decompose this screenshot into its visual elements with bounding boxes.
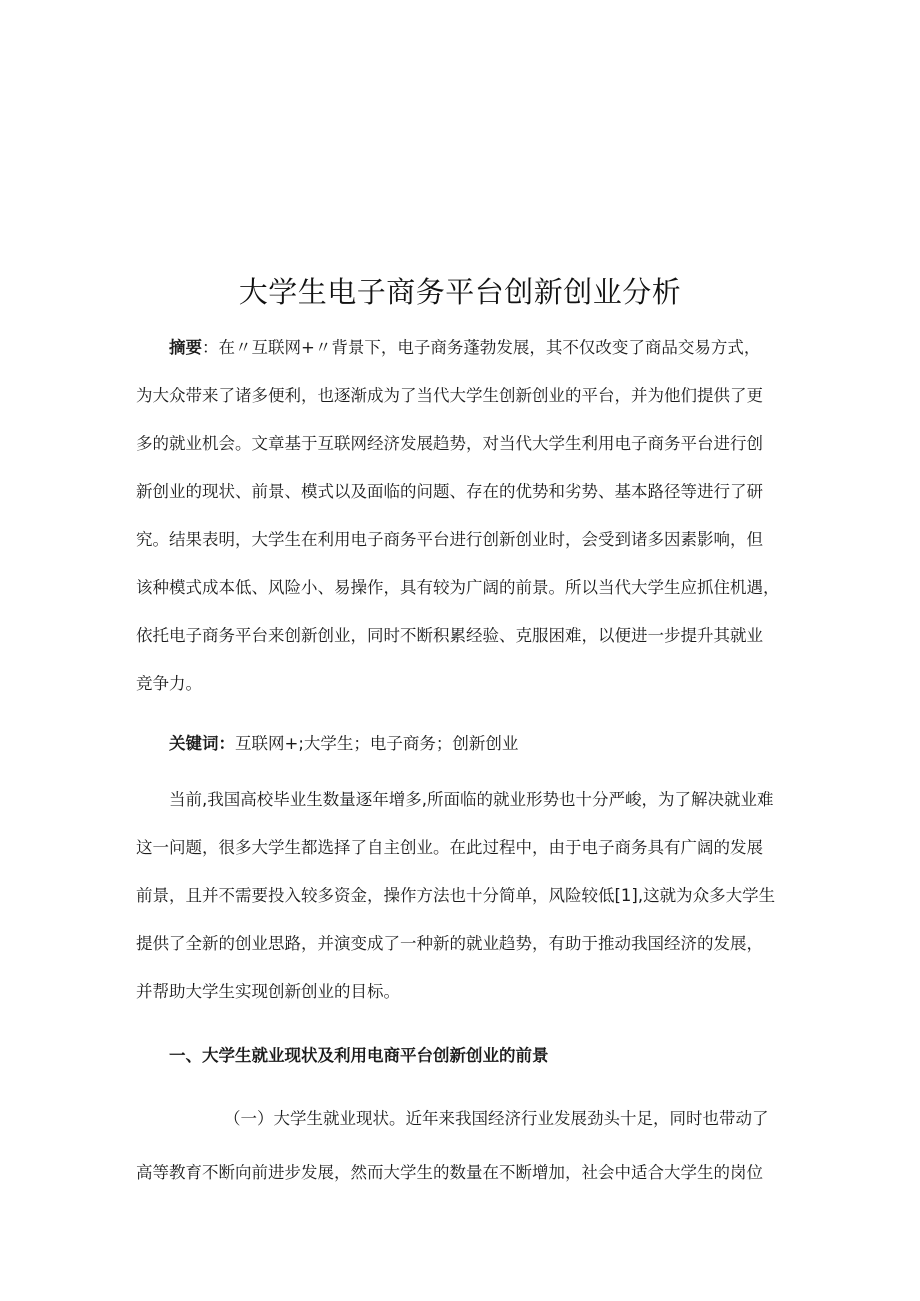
section1-paragraph bbox=[136, 1092, 796, 1200]
abstract-label: 摘要 bbox=[169, 338, 202, 357]
keywords-line bbox=[136, 720, 796, 768]
document-title: 大学生电子商务平台创新创业分析 bbox=[238, 275, 682, 309]
section-heading bbox=[136, 1032, 796, 1080]
section-heading-text: 一、大学生就业现状及利用电商平台创新创业的前景 bbox=[169, 1046, 549, 1065]
abstract-line: 该种模式成本低、风险小、易操作，具有较为广阔的前景。所以当代大学生应抓住机遇， bbox=[136, 578, 780, 597]
abstract-line: 竞争力。 bbox=[136, 674, 202, 693]
intro-paragraph bbox=[136, 776, 796, 1016]
section1-line: （一）大学生就业现状。近年来我国经济行业发展劲头十足，同时也带动了 bbox=[224, 1109, 769, 1128]
abstract-line bbox=[136, 324, 796, 372]
abstract-line: 新创业的现状、前景、模式以及面临的问题、存在的优势和劣势、基本路径等进行了研 bbox=[136, 482, 763, 501]
intro-line: 当前,我国高校毕业生数量逐年增多,所面临的就业形势也十分严峻，为了解决就业难 bbox=[169, 790, 774, 809]
keywords-label: 关键词： bbox=[169, 734, 235, 753]
intro-line: 并帮助大学生实现创新创业的目标。 bbox=[136, 982, 400, 1001]
abstract-line: 依托电子商务平台来创新创业，同时不断积累经验、克服困难，以便进一步提升其就业 bbox=[136, 626, 763, 645]
abstract-line: 多的就业机会。文章基于互联网经济发展趋势，对当代大学生利用电子商务平台进行创 bbox=[136, 434, 763, 453]
intro-line: 这一问题，很多大学生都选择了自主创业。在此过程中，由于电子商务具有广阔的发展 bbox=[136, 838, 763, 857]
section1-line: 高等教育不断向前进步发展，然而大学生的数量在不断增加，社会中适合大学生的岗位 bbox=[136, 1163, 763, 1182]
keywords-text: 互联网+;大学生；电子商务；创新创业 bbox=[235, 734, 519, 753]
intro-line: 提供了全新的创业思路，并演变成了一种新的就业趋势，有助于推动我国经济的发展， bbox=[136, 934, 763, 953]
keywords-paragraph bbox=[136, 720, 796, 768]
abstract-line: 究。结果表明，大学生在利用电子商务平台进行创新创业时，会受到诸多因素影响，但 bbox=[136, 530, 763, 549]
abstract-paragraph bbox=[136, 324, 796, 708]
abstract-text: ：在〃互联网+〃背景下，电子商务蓬勃发展，其不仅改变了商品交易方式， bbox=[202, 338, 761, 357]
abstract-line: 为大众带来了诸多便利，也逐渐成为了当代大学生创新创业的平台，并为他们提供了更 bbox=[136, 386, 763, 405]
intro-line: 前景，且并不需要投入较多资金，操作方法也十分简单，风险较低[1],这就为众多大学生 bbox=[136, 886, 776, 905]
